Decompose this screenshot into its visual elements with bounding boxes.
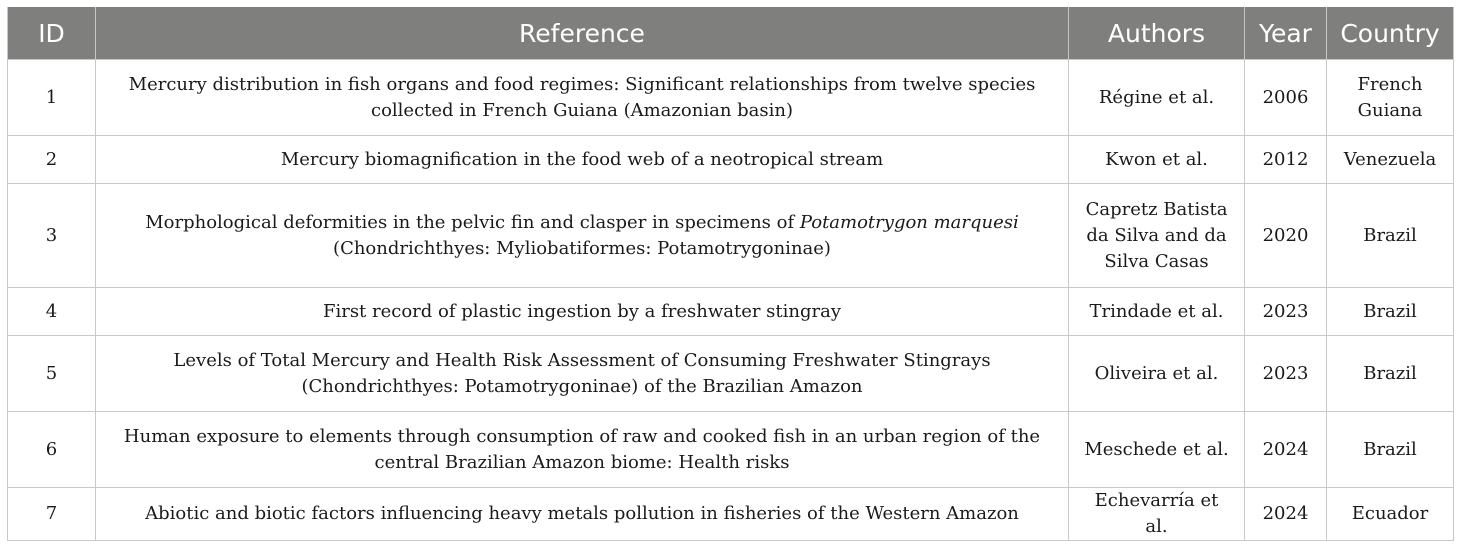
cell-country: Brazil [1327,288,1454,336]
cell-id: 6 [8,412,96,488]
cell-country: Brazil [1327,336,1454,412]
table-row [8,136,1454,184]
header-year: Year [1245,7,1327,60]
cell-id: 2 [8,136,96,184]
table-row [8,488,1454,541]
cell-id: 4 [8,288,96,336]
cell-year: 2012 [1245,136,1327,184]
cell-authors: Régine et al. [1069,60,1245,136]
table-header-row [8,7,1454,60]
cell-id: 3 [8,184,96,288]
table-row [8,184,1454,288]
cell-reference: First record of plastic ingestion by a freshwater stingray [96,288,1069,336]
cell-authors: Meschede et al. [1069,412,1245,488]
table-row [8,412,1454,488]
cell-reference: Mercury biomagnification in the food web of a neotropical stream [96,136,1069,184]
table-row [8,336,1454,412]
cell-authors: Oliveira et al. [1069,336,1245,412]
reference-text-pre: Morphological deformities in the pelvic fin and clasper in specimens of [145,211,800,233]
cell-year: 2020 [1245,184,1327,288]
cell-country: French Guiana [1327,60,1454,136]
cell-authors: Trindade et al. [1069,288,1245,336]
table-row [8,288,1454,336]
cell-country: Brazil [1327,184,1454,288]
cell-year: 2024 [1245,488,1327,541]
cell-country: Venezuela [1327,136,1454,184]
cell-year: 2023 [1245,336,1327,412]
table-row [8,60,1454,136]
header-authors: Authors [1069,7,1245,60]
references-table [7,7,1454,541]
cell-year: 2024 [1245,412,1327,488]
cell-year: 2023 [1245,288,1327,336]
cell-authors: Kwon et al. [1069,136,1245,184]
reference-text-post: (Chondrichthyes: Myliobatiformes: Potamotrygoninae) [333,237,831,259]
header-id: ID [8,7,96,60]
cell-id: 5 [8,336,96,412]
cell-authors: Capretz Batista da Silva and da Silva Casas [1069,184,1245,288]
species-name: Potamotrygon marquesi [799,211,1019,233]
cell-authors: Echevarría et al. [1069,488,1245,541]
cell-country: Ecuador [1327,488,1454,541]
cell-country: Brazil [1327,412,1454,488]
cell-year: 2006 [1245,60,1327,136]
cell-reference: Human exposure to elements through consumption of raw and cooked fish in an urban region of the central Brazilian Amazon biome: Health risks [96,412,1069,488]
header-country: Country [1327,7,1454,60]
cell-reference [96,184,1069,288]
cell-reference: Levels of Total Mercury and Health Risk Assessment of Consuming Freshwater Stingrays (Chondrichthyes: Potamotrygoninae) of the Brazilian Amazon [96,336,1069,412]
cell-reference: Abiotic and biotic factors influencing heavy metals pollution in fisheries of the Western Amazon [96,488,1069,541]
cell-id: 7 [8,488,96,541]
cell-id: 1 [8,60,96,136]
cell-reference: Mercury distribution in fish organs and food regimes: Significant relationships from twelve species collected in French Guiana (Amazonian basin) [96,60,1069,136]
header-reference: Reference [96,7,1069,60]
